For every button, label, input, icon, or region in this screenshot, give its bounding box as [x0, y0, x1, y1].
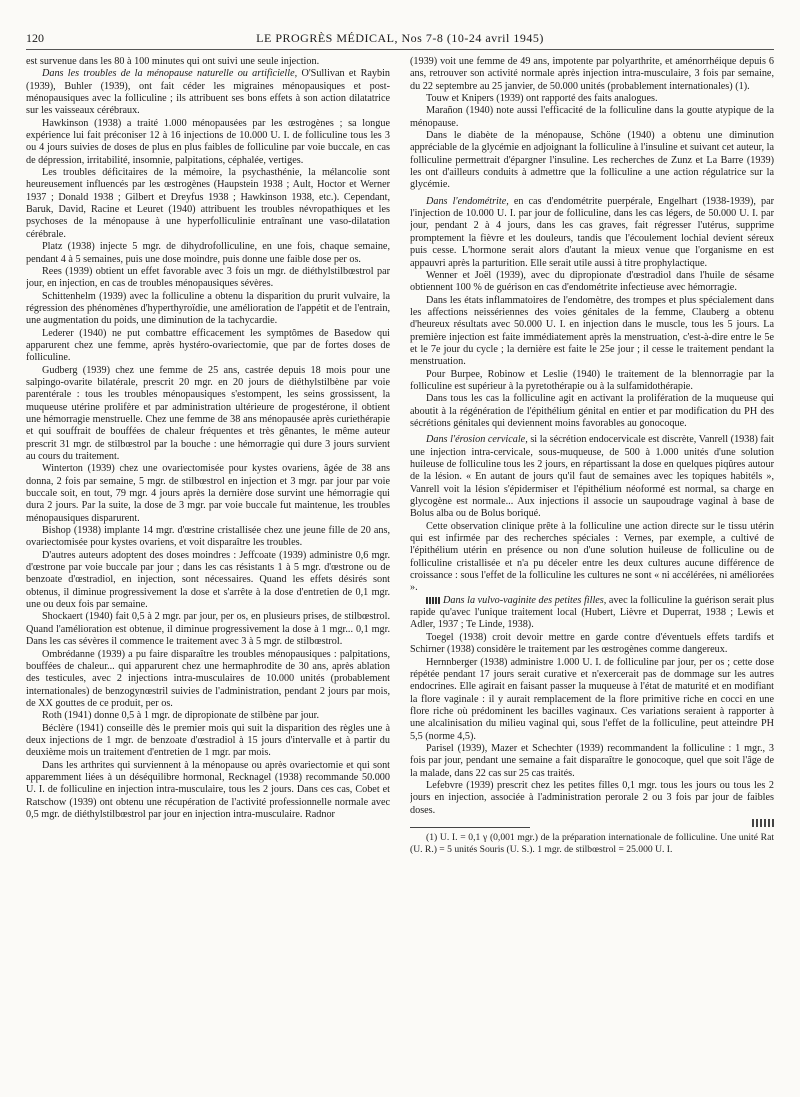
page-header: [26, 30, 774, 50]
paragraph: Dans tous les cas la folliculine agit en activant la prolifération de la muqueuse qui aboutit à la régénération de l'épithélium génital en entier et par modification du PH des sécrétions génitales qui deviennent moins favorables au gonocoque.: [410, 393, 774, 429]
journal-title: LE PROGRÈS MÉDICAL, Nos 7-8 (10-24 avril 1945): [256, 31, 544, 45]
paragraph: Touw et Knipers (1939) ont rapporté des faits analogues.: [426, 93, 658, 105]
paragraph: Schittenhelm (1939) avec la folliculine a obtenu la disparition du prurit vulvaire, la régression des phénomènes d'hyperthyroïdie, une amélioration de l'appétit et de l'entrain, une augmentation du poids, une diminution de la tachycardie.: [26, 290, 390, 327]
paragraph: Dans l'érosion cervicale, si la sécrétion endocervicale est discrète, Vanrell (1938) fait une injection intra-cervicale, sous-muqueuse, de 500 à 1.000 unités d'une solution huileuse de folliculine tous les 2 jours, en répartissant la dose en quelques piqûres autour de la lésion. « En autant de jours qu'il faut de semaines avec les topiques habitéls », Vanrell voit la lésion s'épidermiser et l'épithélium néoformé est normal, sa charge en glycogène est normale... Aux injections il associe un saupoudrage vaginal à base de Bolus alba ou de Bolus boriqué.: [410, 434, 774, 520]
paragraph: Hawkinson (1938) a traité 1.000 ménopausées par les œstrogènes ; sa longue expérience lui fait préconiser 12 à 16 injections de 10.000 U. I. de folliculine tous les 3 ou 4 jours suivies de doses de plus en plus faibles de folliculine par voie buccale, en cas de dépression, irritabilité, insomnie, palpitations, céphalée, vertiges.: [26, 117, 390, 166]
right-column-paragraphs: [410, 56, 774, 817]
paragraph: Dans les arthrites qui surviennent à la ménopause ou après ovariectomie et qui sont apparemment liées à un déséquilibre hormonal, Recknagel (1938) recommande 50.000 U. I. de folliculine en injection intra-musculaire, tous les 2 jours. Dans ces cas, Cobet et Ratschow (1939) ont obtenu une récupération de l'activité professionnelle normale avec 0,5 mgr. de diéthylstilbœstrol par jour en injection intra-musculaire. Radnor: [26, 759, 390, 820]
paragraph: Dans le diabète de la ménopause, Schöne (1940) a obtenu une diminution appréciable de la glycémie en adjoignant la folliculine à l'insuline et suivant cet auteur, la folliculine permettrait d'épargner l'insuline. Les recherches de Zunz et La Barre (1939) les ont d'ailleurs conduits à admettre que la folliculine a une action régulatrice sur la glycémie.: [410, 130, 774, 191]
paragraph: Winterton (1939) chez une ovariectomisée pour kystes ovariens, âgée de 38 ans donna, 2 fois par semaine, 5 mgr. de stilbœstrol en injection et 3 mgr. par jour par voie buccale soit, en tout, 79 mgr. 4 jours après la dernière dose survint une hémorragie qui dura 2 jours. Par la suite, la dose de 3 mgr. par voie buccale fut maintenue, les troubles ménopausiques disparurent.: [26, 463, 390, 524]
paragraph: Dans l'endométrite, en cas d'endométrite puerpérale, Engelhart (1938-1939), par l'injection de 10.000 U. I. par jour de folliculine, dans les cas légers, de 50.000 U. I. par jour, pendant 2 à 4 jours, dans les cas graves, fait régresser l'utérus, supprime promptement la fièvre et les douleurs, tandis que l'écoulement lochial devient séreux puis cesse. L'hormone serait alors d'autant la mieux venue que l'organisme en est appauvri après la parturition. Elle serait utile aussi à titre prophylactique.: [410, 195, 774, 269]
paragraph: Platz (1938) injecte 5 mgr. de dihydrofolliculine, en une fois, chaque semaine, pendant 4 à 5 semaines, puis une dose moindre, puis donne une faible dose per os.: [26, 241, 390, 265]
paragraph: est survenue dans les 80 à 100 minutes qui ont suivi une seule injection.: [26, 56, 320, 67]
paragraph: Béclère (1941) conseille dès le premier mois qui suit la disparition des règles une à deux injections de 1 mgr. de benzoate d'œstradiol à 15 jours d'intervalle et à partir du deuxième mois un traitement d'entretien de 1 mgr. par mois.: [26, 722, 390, 759]
paragraph: Hernnberger (1938) administre 1.000 U. I. de folliculine par jour, per os ; cette dose répétée pendant 17 jours serait curative et n'exercerait pas de dommage sur les autres endocrines. Elle agirait en faisant passer la muqueuse à l'état de maturité et en modifiant la flore vaginale : il y aurait remplacement de la flore primitive riche en cocci en une flore riche où prédominent les bacilles vaginaux. Ces variations seraient à rapporter à une alcalinisation du milieu vaginal qui, sous l'effet de la folliculine, peut atteindre PH 5,5 (norme 4,5).: [410, 656, 774, 742]
text-columns: [26, 56, 774, 1086]
paragraph: Cette observation clinique prête à la folliculine une action directe sur le tissu utérin qui est infirmée par des recherches spéciales : Vernes, par exemple, a cultivé de l'épithélium utérin en présence ou non d'une solution huileuse de folliculine ou de folliculine cristallisée et n'a pu déceler entre les deux cultures aucune différence de croissance : sous l'effet de la folliculine les cultures ne sont « ni accélérées, ni améliorées ».: [410, 520, 774, 594]
paragraph: Parisel (1939), Mazer et Schechter (1939) recommandent la folliculine : 1 mgr., 3 fois par jour, pendant une semaine a fait disparaître le gonocoque, quel que soit l'âge de la malade, dans 22 cas sur 25 cas traités.: [410, 742, 774, 779]
paragraph: Gudberg (1939) chez une femme de 25 ans, castrée depuis 18 mois pour une salpingo-ovarite bilatérale, prescrit 20 mgr. en 20 jours de diéthylstilbène par voie parentérale : tous les troubles ménopausiques s'estompent, les seins grossissent, la muqueuse utérine prolifère et par administration ultérieure de progestérone, il obtient une hémorragie menstruelle. Chez une femme de 38 ans ménopausée après curiethérapie et qui souffrait de bouffées de chaleur fréquentes et très gênantes, le même auteur prescrit 31 mgr. de stilbœstrol par la bouche : une hémorragie qui dure 3 jours survient au cours du traitement.: [26, 364, 390, 462]
paragraph: (1939) voit une femme de 49 ans, impotente par polyarthrite, et aménorrhéique depuis 6 ans, retrouver son activité normale après injection intra-musculaire, 3 fois par semaine, du 22 septembre au 25 janvier, de 50.000 unités (probablement internationales) (1).: [410, 56, 774, 92]
printer-mark-icon: [752, 819, 774, 827]
left-column: [26, 56, 390, 1086]
paragraph: Lefebvre (1939) prescrit chez les petites filles 0,1 mgr. tous les jours ou tous les 2 jours en injection, associée à l'administration perorale 2 ou 3 fois par jour de faibles doses.: [410, 779, 774, 816]
paragraph: Lederer (1940) ne put combattre efficacement les symptômes de Basedow qui apparurent chez une femme, après hystéro-ovariectomie, que par de fortes doses de folliculine.: [26, 327, 390, 364]
printer-mark-icon: [426, 597, 440, 604]
paragraph: Rees (1939) obtient un effet favorable avec 3 fois un mgr. de diéthylstilbœstrol par jour, en injection, en cas de troubles ménopausiques sévères.: [26, 265, 390, 290]
footnote: (1) U. I. = 0,1 γ (0,001 mgr.) de la préparation internationale de folliculine. Une unité Rat (U. R.) = 5 unités Souris (U. S.). 1 mgr. de stilbœstrol = 25.000 U. I.: [410, 831, 774, 855]
paragraph: D'autres auteurs adoptent des doses moindres : Jeffcoate (1939) administre 0,6 mgr. d'œstrone par voie buccale par jour ; dans les cas résistants 1 à 5 mgr. d'œstrone ou de benzoate d'œstradiol, en injection, sont nécessaires. Quand les effets désirés sont obtenus, il diminue progressivement la dose et s'arrête à la dose d'entretien de 0,1 mgr. une ou deux fois par semaine.: [26, 549, 390, 611]
paragraph: Toegel (1938) croit devoir mettre en garde contre d'éventuels effets tardifs et Schirner (1938) considère le traitement par les œstrogènes comme dangereux.: [410, 631, 774, 656]
paragraph: Les troubles déficitaires de la mémoire, la psychasthénie, la mélancolie sont heureusement influencés par les œstrogènes (Haupstein 1938 ; Ault, Hoctor et Werner 1937 ; Donald 1938 ; Gilbert et Dreyfus 1938 ; Hawkinson 1938, etc.). Cependant, Baruk, David, Racine et Leuret (1940) attribuent les troubles névropathiques et les psychoses de la ménopause à une hyperfolliculinie entraînant une vaso-dilatation cérébrale.: [26, 167, 390, 240]
paragraph: Bishop (1938) implante 14 mgr. d'œstrine cristallisée chez une jeune fille de 20 ans, ovariectomisée pour kystes ovariens, et voit disparaître les troubles.: [26, 525, 390, 549]
paragraph: Shockaert (1940) fait 0,5 à 2 mgr. par jour, per os, en plusieurs prises, de stilbœstrol. Quand l'amélioration est obtenue, il diminue progressivement la dose à 1 mgr... 0,1 mgr. Dans les cas sévères il commence le traitement avec 3 à 5 mgr. de stilbœstrol.: [26, 611, 390, 648]
paragraph: Roth (1941) donne 0,5 à 1 mgr. de dipropionate de stilbène par jour.: [42, 710, 319, 722]
right-column: [410, 56, 774, 1086]
paragraph: Marañon (1940) note aussi l'efficacité de la folliculine dans la goutte atypique de la ménopause.: [410, 105, 774, 129]
paragraph: Ombrédanne (1939) a pu faire disparaître les troubles ménopausiques : palpitations, bouffées de chaleur... qui apparurent chez une hermaphrodite de 30 ans, après ablation des testicules, avec 2 injections intra-musculaires de 10.000 unités (probablement internationales) de benzogynœstril suivies de l'administration, pendant 2 jours par mois, de XX gouttes de ce produit, per os.: [26, 648, 390, 709]
paragraph: Dans les états inflammatoires de l'endomètre, des trompes et plus spécialement dans les affections neissériennes des voies génitales de la femme, Clauberg a obtenu d'heureux résultats avec 50.000 U. I. en injection dans le muscle, tous les 5 jours. La première injection est faite immédiatement après la menstruation, c'est-à-dire entre le 5e et le 7e jour du cycle ; la dernière est faite le 25e jour ; il cesse le traitement pendant la menstruation.: [410, 294, 774, 368]
page-number: 120: [26, 31, 44, 45]
paragraph: Pour Burpee, Robinow et Leslie (1940) le traitement de la blennorragie par la folliculine est supérieur à la pyretothérapie ou à la sulfamidothérapie.: [410, 368, 774, 392]
paragraph: Wenner et Joël (1939), avec du dipropionate d'œstradiol dans l'huile de sésame obtiennent 100 % de guérison en cas d'endométrite infectieuse avec hémorragie.: [410, 269, 774, 294]
paragraph: Dans les troubles de la ménopause naturelle ou artificielle, O'Sullivan et Raybin (1939), Buhler (1939), ont fait céder les migraines ménopausiques et post-ménopausiques avec la folliculine ; ils attribuent ses bons effets à son action dilatatrice sur les vaisseaux cérébraux.: [26, 68, 390, 117]
paragraph: Dans la vulvo-vaginite des petites filles, avec la folliculine la guérison serait plus rapide qu'avec l'unique traitement local (Hubert, Lièvre et Duperrat, 1938 ; Lewis et Adler, 1937 ; Te Linde, 1938).: [410, 594, 774, 631]
footnote-separator: [410, 827, 530, 828]
